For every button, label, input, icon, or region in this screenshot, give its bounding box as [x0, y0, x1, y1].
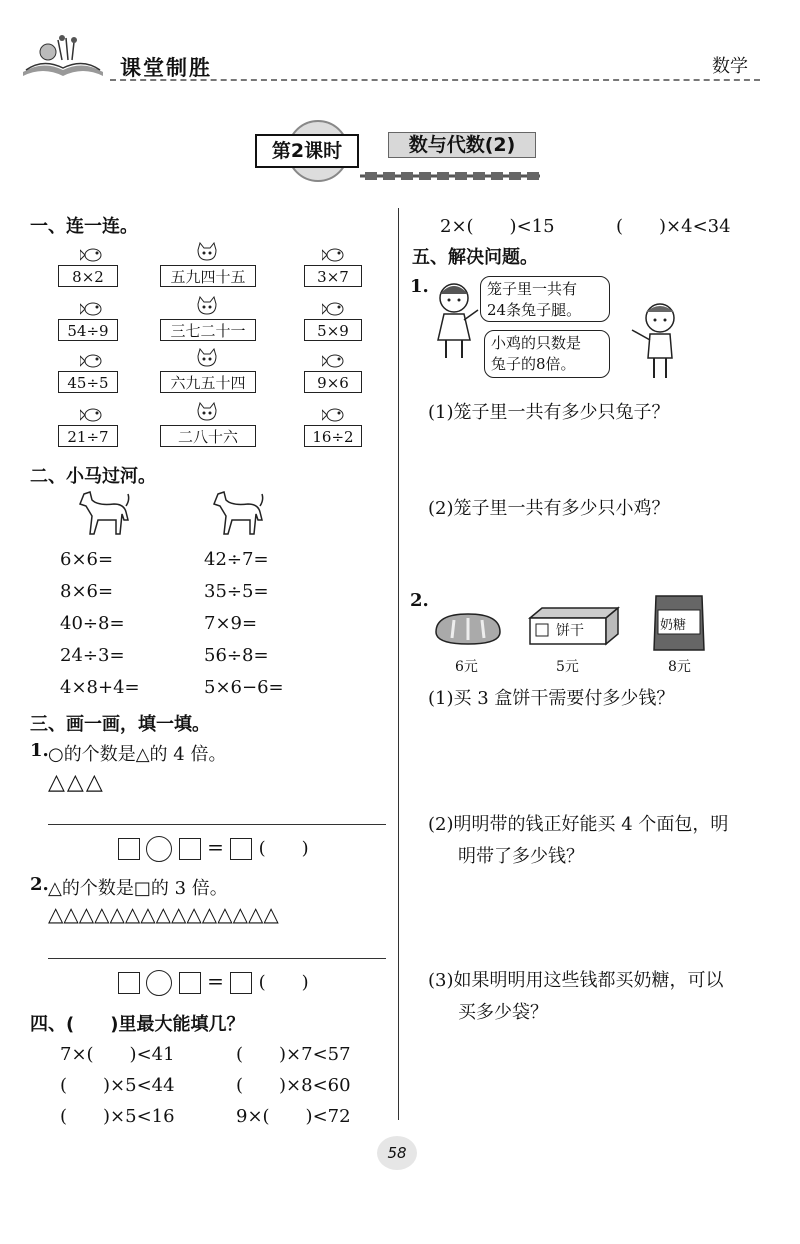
fish-icon [322, 298, 348, 318]
equation: 8×6= [60, 581, 114, 602]
drawing-line [48, 824, 386, 825]
fish-icon [322, 244, 348, 264]
operator-circle[interactable] [146, 970, 172, 996]
cat-icon [194, 296, 220, 316]
column-divider [398, 208, 399, 1120]
blank-box[interactable] [230, 972, 252, 994]
bubble-line: 24条兔子腿。 [487, 301, 582, 319]
sub-question: (2)明明带的钱正好能买 4 个面包，明 [428, 814, 729, 835]
item-label: 饼干 [556, 623, 584, 639]
speech-bubble [480, 276, 610, 322]
girl-icon [426, 280, 486, 364]
cat-icon [194, 348, 220, 368]
triangle-row: △△△ [48, 770, 105, 795]
item-price: 6元 [455, 659, 478, 675]
middle-card: 二八十六 [160, 425, 256, 447]
unit-blank[interactable]: ( ) [258, 972, 309, 993]
unit-blank[interactable]: ( ) [258, 838, 309, 859]
middle-card: 五九四十五 [160, 265, 256, 287]
question-text: ○的个数是△的 4 倍。 [48, 744, 227, 765]
inequality: 7×( )<41 [60, 1044, 175, 1065]
subject-label: 数学 [712, 56, 748, 77]
equation: 7×9= [204, 613, 258, 634]
inequality: 2×( )<15 [440, 216, 555, 237]
blank-box[interactable] [118, 972, 140, 994]
blank-box[interactable] [230, 838, 252, 860]
inequality: ( )×4<34 [616, 216, 731, 237]
section-4-title: 四、( )里最大能填几？ [30, 1014, 245, 1035]
blank-box[interactable] [118, 838, 140, 860]
sub-question: (3)如果明明用这些钱都买奶糖，可以 [428, 970, 724, 991]
right-card: 16÷2 [304, 425, 362, 447]
sub-question: (2)笼子里一共有多少只小鸡？ [428, 498, 670, 519]
cat-icon [194, 242, 220, 262]
equation: 35÷5= [204, 581, 269, 602]
bread-icon [432, 610, 504, 648]
horse-icon [208, 490, 264, 536]
equation: 6×6= [60, 549, 114, 570]
left-card: 54÷9 [58, 319, 118, 341]
inequality: ( )×5<44 [60, 1075, 175, 1096]
middle-card: 六九五十四 [160, 371, 256, 393]
fish-icon [322, 404, 348, 424]
sub-question: 买多少袋？ [458, 1002, 548, 1023]
middle-card: 三七二十一 [160, 319, 256, 341]
right-card: 9×6 [304, 371, 362, 393]
page-number: 58 [377, 1136, 417, 1170]
left-card: 8×2 [58, 265, 118, 287]
section-3-title: 三、画一画，填一填。 [30, 714, 210, 735]
item-price: 8元 [668, 659, 691, 675]
blank-box[interactable] [179, 838, 201, 860]
fish-icon [80, 350, 106, 370]
inequality: ( )×7<57 [236, 1044, 351, 1065]
horse-icon [74, 490, 130, 536]
question-number: 1. [30, 740, 49, 761]
left-card: 45÷5 [58, 371, 118, 393]
item-price: 5元 [556, 659, 579, 675]
operator-circle[interactable] [146, 836, 172, 862]
equation: 56÷8= [204, 645, 269, 666]
fill-equation: = ( ) [118, 968, 309, 996]
right-card: 3×7 [304, 265, 362, 287]
header-divider [110, 79, 760, 81]
fish-icon [80, 298, 106, 318]
item-label: 奶糖 [660, 618, 687, 633]
drawing-line [48, 958, 386, 959]
inequality: ( )×8<60 [236, 1075, 351, 1096]
cat-icon [194, 402, 220, 422]
bubble-line: 小鸡的只数是 [491, 334, 582, 352]
equation: 5×6−6= [204, 677, 284, 698]
boy-icon [624, 300, 688, 382]
blank-box[interactable] [179, 972, 201, 994]
equation: 40÷8= [60, 613, 125, 634]
question-number: 1. [410, 276, 429, 297]
right-card: 5×9 [304, 319, 362, 341]
question-text: △的个数是□的 3 倍。 [48, 878, 228, 899]
bubble-line: 笼子里一共有 [487, 280, 578, 298]
question-number: 2. [30, 874, 49, 895]
question-number: 2. [410, 590, 429, 611]
fish-icon [80, 244, 106, 264]
triangle-row: △△△△△△△△△△△△△△△ [48, 902, 279, 926]
equation: 24÷3= [60, 645, 125, 666]
sub-question: 明带了多少钱？ [458, 846, 584, 867]
equation: 42÷7= [204, 549, 269, 570]
brand-title: 课堂制胜 [120, 56, 212, 80]
fish-icon [80, 404, 106, 424]
sub-question: (1)笼子里一共有多少只兔子？ [428, 402, 670, 423]
book-logo-icon [18, 30, 108, 80]
speech-bubble [484, 330, 610, 378]
lesson-label: 第2课时 [255, 134, 359, 168]
section-5-title: 五、解决问题。 [412, 247, 538, 268]
fish-icon [322, 350, 348, 370]
fill-equation: = ( ) [118, 834, 309, 862]
equation: 4×8+4= [60, 677, 140, 698]
inequality: ( )×5<16 [60, 1106, 175, 1127]
left-card: 21÷7 [58, 425, 118, 447]
inequality: 9×( )<72 [236, 1106, 351, 1127]
sub-question: (1)买 3 盒饼干需要付多少钱？ [428, 688, 675, 709]
section-1-title: 一、连一连。 [30, 216, 138, 237]
section-2-title: 二、小马过河。 [30, 466, 156, 487]
bubble-line: 兔子的8倍。 [491, 355, 576, 373]
lesson-topic: 数与代数(2) [388, 132, 536, 158]
